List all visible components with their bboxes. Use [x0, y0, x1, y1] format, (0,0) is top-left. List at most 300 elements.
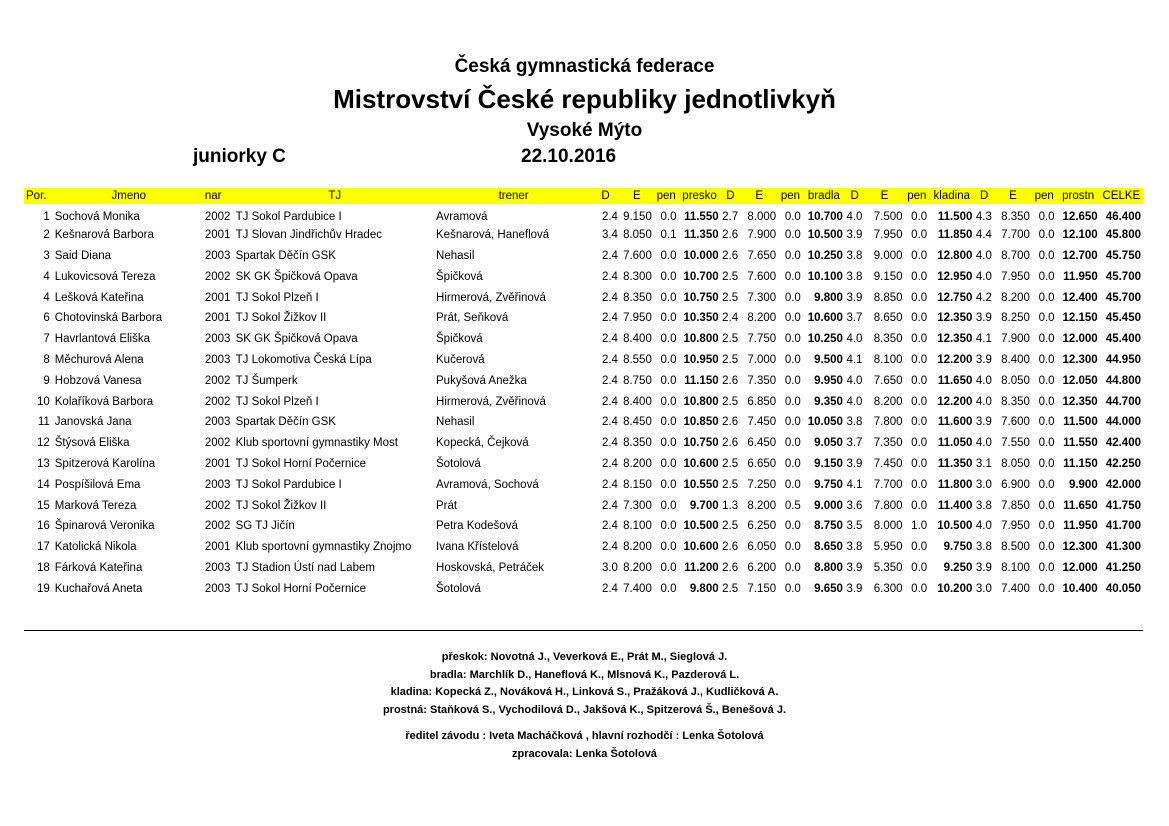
cell-beam-d: 4.1 [846, 478, 863, 491]
cell-vault-e: 8.150 [623, 478, 652, 491]
cell-rank: 14 [36, 478, 50, 491]
cell-floor-score: 12.000 [1062, 333, 1098, 346]
cell-vault-e: 8.200 [623, 561, 652, 574]
cell-total: 41.700 [1105, 520, 1141, 533]
cell-coach: Hoskovská, Petráček [436, 561, 545, 574]
cell-name: Hobzová Vanesa [54, 374, 142, 387]
column-header-bars-pen: pen [780, 190, 801, 202]
cell-total: 42.250 [1105, 457, 1141, 470]
cell-vault-e: 8.350 [623, 291, 652, 304]
cell-total: 45.800 [1105, 229, 1141, 242]
cell-floor-d: 4.0 [975, 270, 992, 283]
cell-total: 45.400 [1105, 333, 1141, 346]
column-header-bars-e: E [755, 190, 763, 202]
cell-beam-d: 3.7 [846, 312, 863, 325]
cell-bars-score: 10.500 [807, 229, 843, 242]
cell-coach: Šotolová [436, 582, 481, 595]
cell-vault-d: 2.4 [601, 210, 618, 223]
cell-beam-pen: 0.0 [911, 229, 928, 242]
cell-floor-d: 3.9 [975, 312, 992, 325]
cell-vault-pen: 0.0 [660, 374, 677, 387]
cell-vault-d: 2.4 [601, 374, 618, 387]
cell-floor-score: 12.350 [1062, 395, 1098, 408]
cell-vault-e: 8.050 [623, 229, 652, 242]
cell-club: Spartak Děčín GSK [235, 249, 336, 262]
cell-club: TJ Šumperk [235, 374, 298, 387]
cell-bars-pen: 0.0 [784, 437, 801, 450]
cell-beam-score: 11.400 [937, 499, 973, 512]
cell-beam-score: 12.800 [937, 249, 973, 262]
cell-beam-pen: 1.0 [911, 520, 928, 533]
cell-vault-d: 2.4 [601, 478, 618, 491]
cell-coach: Avramová, Sochová [436, 478, 539, 491]
cell-coach: Nehasil [436, 249, 475, 262]
cell-beam-pen: 0.0 [911, 333, 928, 346]
cell-coach: Hirmerová, Zvěřinová [436, 291, 546, 304]
cell-beam-e: 7.450 [873, 457, 903, 470]
cell-floor-e: 8.100 [1001, 561, 1030, 574]
cell-bars-e: 8.200 [747, 499, 777, 512]
cell-beam-pen: 0.0 [911, 478, 928, 491]
cell-floor-pen: 0.0 [1038, 520, 1055, 533]
cell-floor-score: 12.100 [1062, 229, 1098, 242]
cell-floor-e: 8.700 [1001, 249, 1030, 262]
cell-rank: 18 [36, 561, 50, 574]
cell-bars-d: 2.6 [722, 374, 739, 387]
cell-vault-score: 10.700 [683, 270, 719, 283]
cell-floor-d: 4.4 [975, 229, 992, 242]
cell-rank: 19 [36, 582, 50, 595]
table-row [24, 225, 1143, 246]
cell-total: 45.700 [1105, 291, 1141, 304]
cell-floor-score: 9.900 [1068, 478, 1098, 491]
cell-beam-pen: 0.0 [911, 312, 928, 325]
cell-bars-e: 7.000 [747, 353, 777, 366]
cell-floor-score: 10.400 [1062, 582, 1098, 595]
cell-beam-e: 7.350 [873, 437, 903, 450]
cell-club: TJ Sokol Horní Počernice [235, 582, 366, 595]
cell-name: Štýsová Eliška [54, 437, 130, 450]
cell-vault-pen: 0.0 [660, 312, 677, 325]
competition-date: 22.10.2016 [521, 146, 617, 167]
cell-bars-pen: 0.0 [784, 520, 801, 533]
cell-floor-d: 4.0 [975, 374, 992, 387]
column-header-vault-e: E [633, 190, 641, 202]
cell-coach: Avramová [436, 210, 488, 223]
cell-birth-year: 2003 [204, 249, 231, 262]
cell-beam-e: 7.650 [873, 374, 903, 387]
cell-bars-d: 2.6 [722, 229, 739, 242]
cell-name: Kuchařová Aneta [54, 582, 143, 595]
cell-vault-pen: 0.0 [660, 561, 677, 574]
cell-floor-pen: 0.0 [1038, 249, 1055, 262]
cell-beam-d: 3.9 [846, 229, 863, 242]
cell-club: SK GK Špičková Opava [235, 333, 358, 346]
cell-beam-e: 7.500 [873, 210, 903, 223]
cell-vault-e: 8.300 [623, 270, 652, 283]
cell-floor-pen: 0.0 [1038, 582, 1055, 595]
cell-vault-e: 7.600 [623, 249, 652, 262]
cell-floor-pen: 0.0 [1038, 499, 1055, 512]
cell-floor-score: 12.400 [1062, 291, 1098, 304]
cell-birth-year: 2003 [204, 333, 231, 346]
table-row [24, 329, 1143, 350]
cell-floor-pen: 0.0 [1038, 395, 1055, 408]
table-row [24, 308, 1143, 329]
cell-bars-e: 7.350 [747, 374, 777, 387]
table-row [24, 246, 1143, 267]
cell-beam-d: 3.6 [846, 499, 863, 512]
cell-vault-pen: 0.0 [660, 541, 677, 554]
cell-rank: 8 [43, 353, 50, 366]
cell-bars-score: 8.800 [814, 561, 843, 574]
column-header-birth-year: nar [204, 190, 222, 202]
cell-bars-score: 10.600 [807, 312, 843, 325]
cell-beam-d: 4.0 [846, 210, 863, 223]
cell-vault-score: 11.550 [684, 210, 719, 223]
cell-vault-score: 10.800 [683, 395, 719, 408]
cell-floor-e: 8.200 [1001, 291, 1030, 304]
cell-floor-e: 7.900 [1001, 333, 1030, 346]
divider [24, 630, 1143, 631]
cell-beam-e: 5.350 [873, 561, 903, 574]
cell-bars-score: 10.700 [807, 210, 843, 223]
category: juniorky C [193, 146, 286, 167]
cell-beam-d: 3.8 [846, 249, 863, 262]
cell-coach: Šotolová [436, 457, 481, 470]
results-body [24, 204, 1143, 599]
cell-vault-d: 2.4 [601, 582, 618, 595]
cell-birth-year: 2001 [204, 457, 231, 470]
table-row [24, 370, 1143, 391]
cell-club: Klub sportovní gymnastiky Most [235, 437, 398, 450]
cell-bars-d: 2.6 [722, 249, 739, 262]
table-row [24, 516, 1143, 537]
cell-vault-score: 9.700 [689, 499, 719, 512]
cell-floor-pen: 0.0 [1038, 312, 1055, 325]
cell-bars-e: 6.850 [747, 395, 777, 408]
cell-birth-year: 2003 [204, 478, 231, 491]
table-row [24, 391, 1143, 412]
cell-total: 44.950 [1105, 353, 1141, 366]
cell-bars-d: 2.6 [722, 437, 739, 450]
venue: Vysoké Mýto [526, 120, 643, 141]
cell-bars-e: 6.250 [747, 520, 777, 533]
cell-bars-score: 8.650 [814, 541, 843, 554]
cell-beam-d: 3.9 [846, 582, 863, 595]
cell-club: TJ Stadion Ústí nad Labem [235, 561, 375, 574]
column-header-beam-d: D [850, 190, 859, 202]
cell-beam-e: 8.000 [873, 520, 903, 533]
cell-bars-e: 7.750 [747, 333, 777, 346]
cell-coach: Pukyšová Anežka [436, 374, 527, 387]
cell-floor-e: 7.400 [1001, 582, 1030, 595]
cell-beam-d: 3.8 [846, 416, 863, 429]
cell-bars-pen: 0.0 [784, 374, 801, 387]
cell-floor-score: 11.950 [1063, 270, 1098, 283]
cell-vault-d: 2.4 [601, 312, 618, 325]
table-row [24, 537, 1143, 558]
cell-vault-e: 7.300 [623, 499, 652, 512]
cell-bars-d: 2.5 [722, 478, 739, 491]
cell-club: SK GK Špičková Opava [235, 270, 358, 283]
cell-coach: Ivana Křístelová [436, 541, 519, 554]
cell-coach: Prát [436, 499, 458, 512]
cell-birth-year: 2003 [204, 416, 231, 429]
cell-vault-d: 2.4 [601, 333, 618, 346]
cell-beam-pen: 0.0 [911, 541, 928, 554]
cell-floor-d: 4.3 [975, 210, 992, 223]
cell-beam-score: 12.200 [937, 395, 973, 408]
cell-name: Chotovinská Barbora [54, 312, 163, 325]
table-row [24, 412, 1143, 433]
cell-vault-e: 8.350 [623, 437, 652, 450]
cell-club: TJ Sokol Plzeň I [235, 291, 319, 304]
cell-beam-pen: 0.0 [911, 249, 928, 262]
cell-vault-score: 10.600 [683, 457, 719, 470]
cell-vault-e: 7.950 [623, 312, 652, 325]
cell-floor-d: 3.0 [975, 478, 992, 491]
cell-floor-pen: 0.0 [1038, 291, 1055, 304]
cell-beam-score: 11.650 [937, 374, 973, 387]
cell-beam-e: 9.150 [873, 270, 903, 283]
cell-vault-e: 9.150 [623, 210, 652, 223]
cell-floor-e: 8.400 [1001, 353, 1030, 366]
floor-judges: prostná: Staňková S., Vychodilová D., Jakšová K., Spitzerová Š., Benešová J. [382, 704, 787, 716]
column-header-coach: trener [498, 190, 529, 202]
cell-floor-d: 3.8 [975, 499, 992, 512]
cell-vault-pen: 0.0 [660, 395, 677, 408]
cell-bars-pen: 0.0 [784, 270, 801, 283]
cell-beam-e: 9.000 [873, 249, 903, 262]
cell-vault-pen: 0.0 [660, 520, 677, 533]
cell-vault-e: 8.200 [623, 541, 652, 554]
cell-vault-e: 8.750 [623, 374, 652, 387]
cell-bars-pen: 0.0 [784, 416, 801, 429]
table-row [24, 474, 1143, 495]
cell-vault-e: 8.550 [623, 353, 652, 366]
cell-beam-pen: 0.0 [911, 270, 928, 283]
table-row [24, 495, 1143, 516]
cell-vault-e: 8.400 [623, 333, 652, 346]
cell-floor-score: 12.050 [1062, 374, 1098, 387]
cell-floor-pen: 0.0 [1038, 270, 1055, 283]
cell-club: Spartak Děčín GSK [235, 416, 336, 429]
cell-bars-score: 9.000 [814, 499, 843, 512]
cell-bars-pen: 0.0 [784, 210, 801, 223]
column-header-rank: Por. [26, 190, 47, 202]
cell-rank: 4 [43, 291, 50, 304]
cell-birth-year: 2002 [204, 374, 231, 387]
bars-judges: bradla: Marchlík D., Haneflová K., Mlsnová K., Pazderová L. [429, 669, 740, 681]
cell-vault-score: 10.550 [683, 478, 719, 491]
column-header-floor-e: E [1009, 190, 1017, 202]
cell-floor-score: 11.500 [1063, 416, 1098, 429]
cell-rank: 1 [43, 210, 50, 223]
cell-vault-d: 2.4 [601, 270, 618, 283]
cell-rank: 9 [43, 374, 50, 387]
table-row [24, 578, 1143, 599]
cell-name: Marková Tereza [54, 499, 137, 512]
cell-beam-pen: 0.0 [911, 416, 928, 429]
cell-floor-pen: 0.0 [1038, 416, 1055, 429]
cell-beam-score: 11.350 [937, 457, 973, 470]
cell-bars-score: 9.150 [814, 457, 843, 470]
cell-beam-d: 4.0 [846, 395, 863, 408]
column-header-bars-d: D [726, 190, 735, 202]
cell-floor-pen: 0.0 [1038, 457, 1055, 470]
cell-rank: 16 [36, 520, 50, 533]
cell-total: 41.300 [1105, 541, 1141, 554]
cell-vault-score: 10.000 [683, 249, 719, 262]
cell-beam-score: 12.350 [937, 312, 973, 325]
cell-name: Pospíšilová Ema [54, 478, 141, 491]
table-row [24, 204, 1143, 225]
column-header-beam-pen: pen [907, 190, 927, 202]
cell-bars-e: 7.300 [747, 291, 777, 304]
cell-bars-d: 2.5 [722, 353, 739, 366]
cell-total: 40.050 [1105, 582, 1141, 595]
cell-beam-pen: 0.0 [911, 210, 928, 223]
cell-bars-d: 2.6 [722, 416, 739, 429]
cell-beam-score: 11.050 [937, 437, 973, 450]
cell-beam-e: 7.800 [873, 499, 903, 512]
cell-coach: Prát, Seňková [436, 312, 509, 325]
cell-floor-score: 12.300 [1062, 353, 1098, 366]
cell-total: 41.750 [1105, 499, 1141, 512]
cell-birth-year: 2002 [204, 499, 231, 512]
column-header-beam-score: kladina [933, 190, 970, 202]
cell-vault-d: 2.4 [601, 437, 618, 450]
cell-bars-e: 7.900 [747, 229, 777, 242]
cell-bars-e: 6.200 [747, 561, 777, 574]
cell-vault-score: 10.350 [683, 312, 719, 325]
cell-total: 46.400 [1105, 210, 1141, 223]
cell-vault-d: 2.4 [601, 353, 618, 366]
cell-bars-d: 2.5 [722, 395, 739, 408]
cell-beam-pen: 0.0 [911, 437, 928, 450]
cell-bars-e: 8.000 [747, 210, 777, 223]
cell-name: Spitzerová Karolína [54, 457, 156, 470]
cell-bars-d: 2.5 [722, 291, 739, 304]
cell-floor-d: 3.9 [975, 561, 992, 574]
cell-vault-score: 9.800 [689, 582, 719, 595]
cell-floor-e: 8.050 [1001, 374, 1030, 387]
cell-floor-d: 3.8 [975, 541, 992, 554]
cell-floor-e: 8.350 [1001, 395, 1030, 408]
cell-birth-year: 2001 [204, 541, 231, 554]
cell-coach: Petra Kodešová [436, 520, 518, 533]
cell-vault-d: 3.0 [601, 561, 618, 574]
cell-floor-score: 11.550 [1063, 437, 1098, 450]
cell-vault-e: 8.450 [623, 416, 652, 429]
cell-beam-d: 3.9 [846, 457, 863, 470]
cell-bars-d: 1.3 [722, 499, 739, 512]
cell-bars-e: 7.450 [747, 416, 777, 429]
cell-floor-d: 4.0 [975, 249, 992, 262]
cell-coach: Hirmerová, Zvěřinová [436, 395, 546, 408]
federation-title: Česká gymnastická federace [454, 56, 715, 77]
cell-bars-pen: 0.0 [784, 561, 801, 574]
cell-total: 45.450 [1105, 312, 1141, 325]
cell-beam-score: 12.750 [937, 291, 973, 304]
cell-beam-pen: 0.0 [911, 374, 928, 387]
cell-vault-d: 3.4 [601, 229, 618, 242]
results-table [24, 188, 1143, 599]
cell-vault-score: 11.150 [684, 374, 719, 387]
cell-beam-pen: 0.0 [911, 353, 928, 366]
cell-bars-score: 10.250 [807, 333, 843, 346]
cell-rank: 12 [36, 437, 50, 450]
cell-coach: Kešnarová, Haneflová [436, 229, 550, 242]
cell-bars-score: 9.650 [814, 582, 843, 595]
column-header-floor-d: D [979, 190, 989, 202]
cell-vault-pen: 0.0 [660, 333, 677, 346]
beam-judges: kladina: Kopecká Z., Nováková H., Linková S., Pražáková J., Kudličková A. [390, 686, 779, 698]
cell-beam-d: 3.8 [846, 541, 863, 554]
column-header-name: Jmeno [111, 190, 147, 202]
cell-vault-d: 2.4 [601, 291, 618, 304]
cell-vault-e: 7.400 [623, 582, 652, 595]
cell-rank: 6 [43, 312, 50, 325]
cell-vault-d: 2.4 [601, 395, 618, 408]
cell-name: Said Diana [54, 249, 112, 262]
column-header-floor-pen: pen [1034, 190, 1054, 202]
cell-birth-year: 2002 [204, 270, 231, 283]
cell-vault-e: 8.400 [623, 395, 652, 408]
column-header-bars-score: bradla [807, 190, 840, 202]
cell-birth-year: 2002 [204, 210, 231, 223]
cell-name: Měchurová Alena [54, 353, 144, 366]
cell-bars-score: 9.950 [814, 374, 843, 387]
cell-vault-pen: 0.1 [660, 229, 677, 242]
cell-name: Katolická Nikola [54, 541, 137, 554]
column-header-floor-score: prostn [1062, 190, 1095, 202]
cell-floor-score: 12.650 [1062, 210, 1098, 223]
cell-name: Lukovicsová Tereza [54, 270, 156, 283]
cell-floor-d: 3.0 [975, 582, 992, 595]
cell-birth-year: 2001 [204, 229, 231, 242]
cell-floor-pen: 0.0 [1038, 353, 1055, 366]
cell-beam-score: 10.200 [937, 582, 973, 595]
cell-beam-score: 12.950 [937, 270, 973, 283]
cell-total: 44.000 [1105, 416, 1141, 429]
cell-floor-e: 7.550 [1001, 437, 1030, 450]
cell-name: Lešková Kateřina [54, 291, 144, 304]
cell-bars-e: 7.600 [747, 270, 777, 283]
cell-floor-d: 3.9 [975, 353, 992, 366]
cell-floor-pen: 0.0 [1038, 561, 1055, 574]
cell-beam-e: 8.100 [873, 353, 903, 366]
cell-vault-pen: 0.0 [660, 457, 677, 470]
cell-vault-e: 8.100 [623, 520, 652, 533]
compiled-by: zpracovala: Lenka Šotolová [512, 748, 657, 760]
cell-beam-pen: 0.0 [911, 582, 928, 595]
cell-bars-score: 10.250 [807, 249, 843, 262]
cell-rank: 13 [36, 457, 50, 470]
cell-name: Kešnarová Barbora [54, 229, 154, 242]
cell-name: Špinarová Veronika [54, 520, 155, 533]
column-header-vault-d: D [601, 190, 610, 202]
cell-club: TJ Sokol Plzeň I [235, 395, 319, 408]
cell-bars-e: 8.200 [747, 312, 777, 325]
cell-vault-d: 2.4 [601, 499, 618, 512]
cell-bars-score: 10.050 [807, 416, 843, 429]
cell-birth-year: 2001 [204, 291, 231, 304]
cell-floor-e: 8.250 [1001, 312, 1030, 325]
vault-judges: přeskok: Novotná J., Veverková E., Prát M., Sieglová J. [441, 651, 728, 663]
cell-bars-d: 2.5 [722, 333, 739, 346]
